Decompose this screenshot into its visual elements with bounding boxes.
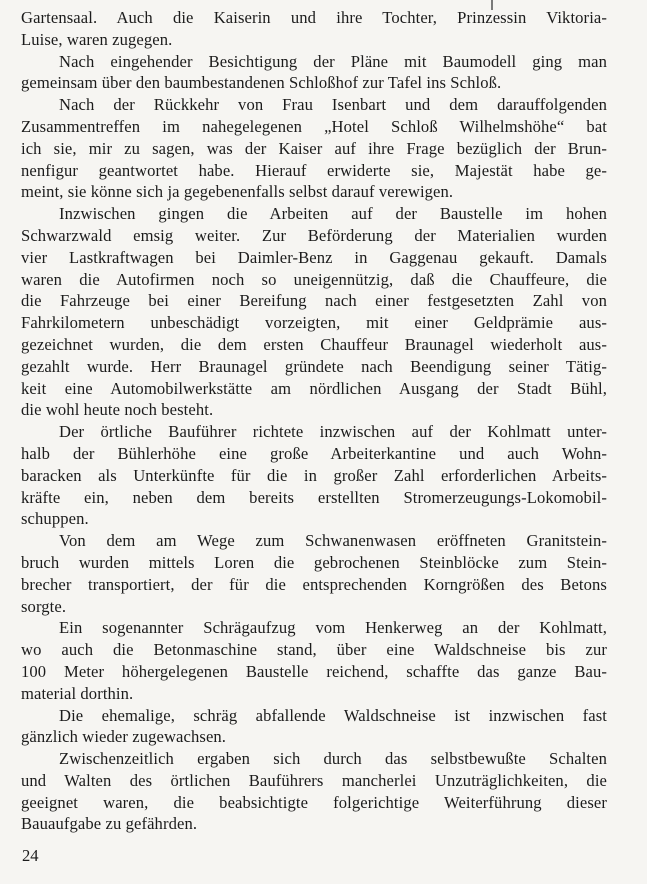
text-line: meint, sie könne sich ja gegebenenfalls selbst darauf verewigen. [21, 182, 454, 202]
text-line: die Fahrzeuge bei einer Bereifung nach einer festgesetzten Zahl von [21, 291, 607, 311]
text-line: Inzwischen gingen die Arbeiten auf der Baustelle im hohen [59, 204, 607, 224]
text-line: Fahrkilometern unbeschädigt vorzeigten, mit einer Geldprämie aus- [21, 313, 607, 333]
text-line: Der örtliche Bauführer richtete inzwischen auf der Kohlmatt unter- [59, 422, 607, 442]
text-line: die wohl heute noch besteht. [21, 400, 214, 420]
text-line: Gartensaal. Auch die Kaiserin und ihre Tochter, Prinzessin Viktoria- [21, 8, 607, 27]
text-line: gezeichnet wurden, die dem ersten Chauffeur Braunagel wiederholt aus- [21, 334, 607, 354]
text-line: halb der Bühlerhöhe eine große Arbeiterkantine und auch Wohn- [21, 443, 607, 463]
text-line: baracken als Unterkünfte für die in großer Zahl erforderlichen Arbeits- [21, 465, 607, 485]
text-line: Von dem am Wege zum Schwanenwasen eröffneten Granitstein- [59, 531, 607, 551]
text-line: Zusammentreffen im nahegelegenen „Hotel Schloß Wilhelmshöhe“ bat [21, 116, 607, 136]
text-line: Schwarzwald emsig weiter. Zur Beförderung der Materialien wurden [21, 225, 607, 245]
text-line: Nach eingehender Besichtigung der Pläne mit Baumodell ging man [59, 51, 607, 71]
text-line: Bauaufgabe zu gefährden. [21, 814, 198, 834]
text-line: Die ehemalige, schräg abfallende Waldschneise ist inzwischen fast [59, 705, 607, 725]
text-line: wo auch die Betonmaschine stand, über eine Waldschneise bis zur [21, 640, 607, 660]
text-line: gezahlt wurde. Herr Braunagel gründete nach Beendigung seiner Tätig- [21, 356, 607, 376]
text-line: schuppen. [21, 509, 89, 529]
text-line: bruch wurden mittels Loren die gebrochenen Steinblöcke zum Stein- [21, 552, 607, 572]
text-line: vier Lastkraftwagen bei Daimler-Benz in Gaggenau gekauft. Damals [21, 247, 607, 267]
text-line: waren die Autofirmen noch so uneigennützig, daß die Chauffeure, die [21, 269, 607, 289]
text-line: gänzlich wieder zugewachsen. [21, 727, 227, 747]
body-text [21, 7, 607, 835]
text-line: Zwischenzeitlich ergaben sich durch das selbstbewußte Schalten [59, 749, 607, 769]
text-line: und Walten des örtlichen Bauführers mancherlei Unzuträglichkeiten, die [21, 770, 607, 790]
text-line: ich sie, mir zu sagen, was der Kaiser auf ihre Frage bezüglich der Brun- [21, 138, 607, 158]
text-line: Ein sogenannter Schrägaufzug vom Henkerweg an der Kohlmatt, [59, 618, 607, 638]
text-line: Luise, waren zugegen. [21, 29, 173, 49]
text-line: Nach der Rückkehr von Frau Isenbart und dem darauffolgenden [59, 95, 607, 115]
text-line: 100 Meter höhergelegenen Baustelle reichend, schaffte das ganze Bau- [21, 661, 607, 681]
text-line: nenfigur geantwortet habe. Hierauf erwiderte sie, Majestät habe ge- [21, 160, 607, 180]
text-line: material dorthin. [21, 683, 134, 703]
text-line: sorgte. [21, 596, 67, 616]
text-line: keit eine Automobilwerkstätte am nördlichen Ausgang der Stadt Bühl, [21, 378, 607, 398]
text-line: geeignet waren, die beabsichtigte folgerichtige Weiterführung dieser [21, 792, 607, 812]
page-number: 24 [22, 846, 39, 865]
text-line: gemeinsam über den baumbestandenen Schloßhof zur Tafel ins Schloß. [21, 73, 502, 93]
text-line: brecher transportiert, der für die entsprechenden Korngrößen des Betons [21, 574, 607, 594]
text-line: kräfte ein, neben dem bereits erstellten Stromerzeugungs-Lokomobil- [21, 487, 607, 507]
